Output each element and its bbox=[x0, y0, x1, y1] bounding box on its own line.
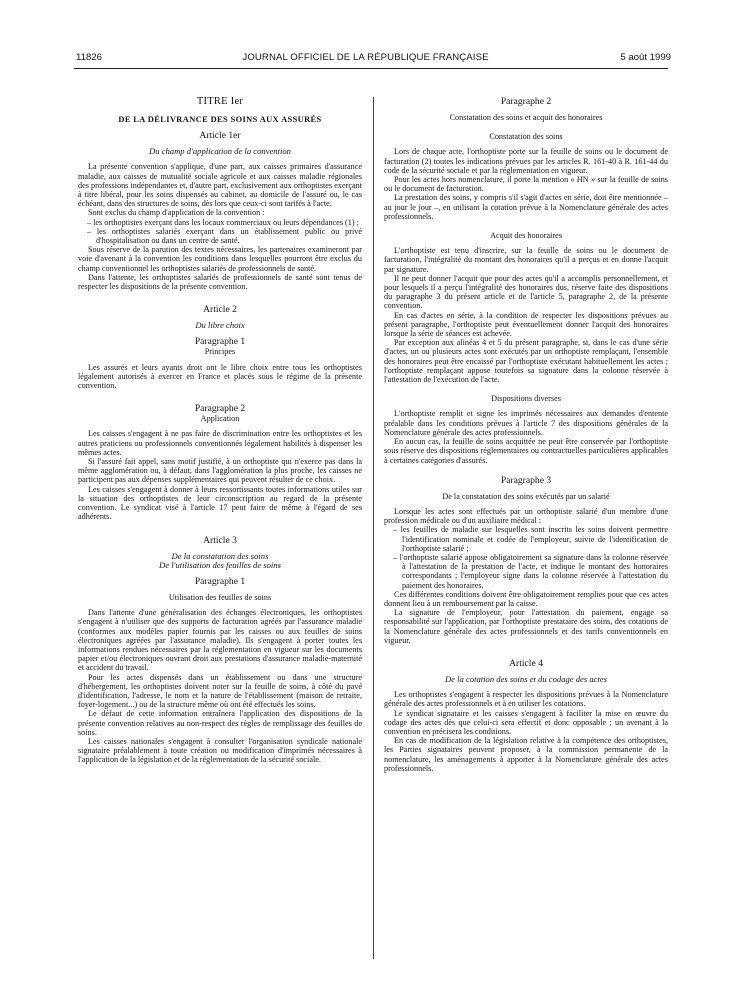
paragraph: Les caisses nationales s'engagent à consulter l'organisation syndicale nationale signataire préalablement à toute création ou modification d'imprimés nécessaires à l'application de la législation et de la réglementation de la sécurité sociale. bbox=[78, 736, 362, 765]
paragraph-title: Principes bbox=[204, 347, 236, 357]
paragraph: Par exception aux alinéas 4 et 5 du présent paragraphe, si, dans le cas d'une série d'actes, un ou plusieurs actes sont exécutés par un orthoptiste remplaçant, l'ensemble des honoraires peut être encaissé par l'orthoptiste exécutant habituellement les actes ; l'orthoptiste remplaçant appose toutefois sa signature dans la colonne réservée à l'attestation de l'exécution de l'acte. bbox=[384, 338, 668, 385]
paragraph-heading: Paragraphe 1 bbox=[194, 336, 246, 348]
publication-date: 5 août 1999 bbox=[620, 52, 671, 63]
paragraph: La présente convention s'applique, d'une part, aux caisses primaires d'assurance maladie, aux caisses de mutualité sociale agricole et aux caisses maladie régionales des professions indépendantes et, d'autre part, exclusivement aux orthoptistes exerçant à titre libéral, pour les soins dispensés au cabinet, au domicile de l'assuré ou, le cas échéant, dans des structures de soins, dès lors que ceux-ci sont tarifés à l'acte. bbox=[78, 162, 362, 209]
paragraph: La prestation des soins, y compris s'il s'agit d'actes en série, doit être mentionnée – au jour le jour –, en utilisant la cotation prévue à la Nomenclature générale des actes professionnels. bbox=[384, 193, 668, 221]
article-1-title: Du champ d'application de la convention bbox=[149, 146, 291, 157]
article-3-heading: Article 3 bbox=[203, 534, 237, 546]
article-1-heading: Article 1er bbox=[199, 130, 241, 142]
paragraph: En cas d'actes en série, à la condition de respecter les dispositions prévues au présent paragraphe, l'orthoptiste peut éventuellement donner l'acquit des honoraires lorsque la série de séances est achevée. bbox=[384, 310, 668, 339]
list-item: – les orthoptistes exerçant dans les locaux commerciaux ou leurs dépendances (1) ; bbox=[87, 217, 359, 227]
paragraph: Lors de chaque acte, l'orthoptiste porte sur la feuille de soins ou le document de facturation (2) toutes les indications prévues par les articles R. 161-40 à R. 161-44 du code de la sécurité sociale et par la réglementation en vigueur. bbox=[384, 147, 668, 175]
paragraph: Sous réserve de la parution des textes nécessaires, les partenaires examineront par voie d'avenant à la convention les conditions dans lesquelles pourront être exclus du champ conventionnel les orthoptistes salariés de professionnels de santé. bbox=[78, 245, 362, 273]
list-item: – les feuilles de maladie sur lesquelles sont inscrits les soins doivent permettre l'identification nominale et codée de l'employeur, suivie de l'identification de l'orthoptiste salarié ; bbox=[393, 525, 668, 553]
paragraph: Si l'assuré fait appel, sans motif justifié, à un orthoptiste qui n'exerce pas dans la même agglomération ou, à défaut, dans l'agglomération la plus proche, les caisses ne participent pas aux dépenses supplémentaires qui peuvent résulter de ce choix. bbox=[78, 457, 362, 485]
paragraph: Il ne peut donner l'acquit que pour des actes qu'il a accomplis personnellement, et pour lesquels il a perçu l'intégralité des honoraires dus, réserve faite des dispositions du paragraphe 3 du présent article et de l'article 5, paragraphe 2, de la présente convention. bbox=[384, 273, 668, 311]
article-3-subtitle: De l'utilisation des feuilles de soins bbox=[159, 559, 281, 570]
left-column bbox=[78, 96, 362, 765]
page-header bbox=[0, 52, 731, 66]
paragraph: L'orthoptiste remplit et signe les imprimés nécessaires aux demandes d'entente préalable dans les conditions prévues à l'article 7 des dispositions générales de la Nomenclature générale des actes professionnels. bbox=[384, 409, 668, 437]
paragraph: Les orthoptistes s'engagent à respecter les dispositions prévues à la Nomenclature générale des actes professionnels et à en utiliser les cotations. bbox=[384, 690, 668, 709]
paragraph: Le défaut de cette information entraînera l'application des dispositions de la présente convention relatives au non-respect des règles de remplissage des feuilles de soins. bbox=[78, 709, 362, 737]
paragraph: Sont exclus du champ d'application de la convention : bbox=[88, 208, 265, 218]
paragraph-heading: Paragraphe 3 bbox=[500, 474, 552, 486]
article-2-title: Du libre choix bbox=[195, 320, 245, 331]
paragraph-heading: Paragraphe 1 bbox=[194, 575, 246, 587]
paragraph: L'orthoptiste est tenu d'inscrire, sur la feuille de soins ou le document de facturation, l'intégralité du montant des honoraires qu'il a perçus et en donne l'acquit par signature. bbox=[384, 246, 668, 274]
paragraph: Pour les actes dispensés dans un établissement ou dans une structure d'hébergement, les orthoptistes doivent noter sur la feuille de soins, à côté du pavé d'identification, l'adresse, le nom et la nature de l'établissement (maison de retraite, foyer-logement...) ou de la structure même où ont été effectués les soins. bbox=[78, 672, 362, 710]
paragraph-title: De la constatation des soins exécutés par un salarié bbox=[442, 491, 610, 501]
paragraph: Lorsque les actes sont effectués par un orthoptiste salarié d'un membre d'une profession médicale ou d'un auxiliaire médical : bbox=[384, 506, 668, 526]
section-title: Dispositions diverses bbox=[491, 394, 561, 404]
titre-heading: TITRE Ier bbox=[196, 96, 244, 107]
list-item: – les orthoptistes salariés exerçant dans un établissement public ou privé d'hospitalisation ou dans un centre de santé. bbox=[87, 226, 362, 246]
journal-title: JOURNAL OFFICIEL DE LA RÉPUBLIQUE FRANÇAISE bbox=[242, 52, 489, 63]
paragraph: Dans l'attente, les orthoptistes salariés de professionnels de santé sont tenus de respecter les dispositions de la présente convention. bbox=[78, 272, 362, 292]
paragraph: La signature de l'employeur, pour l'attestation du paiement, engage sa responsabilité sur l'application, par l'orthoptiste prestataire des soins, des cotations de la Nomenclature générale des actes professionnels et des tarifs conventionnels en vigueur. bbox=[384, 608, 668, 645]
header-rule bbox=[74, 68, 668, 69]
paragraph: Pour les actes hors nomenclature, il porte la mention « HN » sur la feuille de soins ou le document de facturation. bbox=[384, 175, 668, 194]
paragraph: Les caisses s'engagent à donner à leurs ressortissants toutes informations utiles sur la situation des orthoptistes de leur circonscription au regard de la présente convention. Le syndicat visé à l'article 17 peut faire de même à l'égard de ses adhérents. bbox=[78, 484, 362, 522]
paragraph: Les caisses s'engagent à ne pas faire de discrimination entre les orthoptistes et les autres praticiens ou professionnels conventionnés légalement habilités à dispenser les mêmes actes. bbox=[78, 429, 362, 457]
paragraph-heading: Paragraphe 2 bbox=[194, 403, 246, 415]
paragraph-heading: Paragraphe 2 bbox=[500, 96, 552, 107]
article-2-heading: Article 2 bbox=[203, 304, 237, 316]
paragraph: Ces différentes conditions doivent être obligatoirement remplies pour que ces actes donnent lieu à un remboursement par la caisse. bbox=[384, 589, 668, 608]
article-4-title: De la cotation des soins et du codage des actes bbox=[444, 673, 608, 684]
section-title: Constatation des soins bbox=[489, 132, 563, 142]
list-item: – l'orthoptiste salarié appose obligatoirement sa signature dans la colonne réservée à l'attestation de la prestation de l'acte, et indique le montant des honoraires correspondants ; l'employeur signe dans la colonne réservée à l'attestation du paiement des honoraires. bbox=[393, 552, 668, 590]
section-title: Acquit des honoraires bbox=[490, 231, 562, 241]
titre-subheading: DE LA DÉLIVRANCE DES SOINS AUX ASSURÉS bbox=[118, 115, 322, 124]
paragraph-title: Constatation des soins et acquit des honoraires bbox=[449, 113, 603, 122]
right-column bbox=[384, 96, 668, 773]
paragraph-title: Utilisation des feuilles de soins bbox=[168, 592, 272, 602]
paragraph: En aucun cas, la feuille de soins acquittée ne peut être conservée par l'orthoptiste sous réserve des dispositions réglementaires ou contractuelles particulières applicables à certaines catégories d'assurés. bbox=[384, 437, 668, 465]
article-4-heading: Article 4 bbox=[509, 657, 543, 669]
paragraph: En cas de modification de la législation relative à la compétence des orthoptistes, les Parties signataires peuvent proposer, à la commission permanente de la nomenclature, les aménagements à apporter à la Nomenclature générale des actes professionnels. bbox=[384, 736, 668, 773]
paragraph: Le syndicat signataire et les caisses s'engagent à faciliter la mise en œuvre du codage des actes dès que celui-ci sera effectif et donc opposable ; un avenant à la convention en précisera les conditions. bbox=[384, 708, 668, 736]
page-number: 11826 bbox=[76, 52, 102, 63]
column-divider bbox=[373, 97, 374, 959]
paragraph: Les assurés et leurs ayants droit ont le libre choix entre tous les orthoptistes légalement autorisés à exercer en France et placés sous le régime de la présente convention. bbox=[78, 362, 362, 391]
paragraph-title: Application bbox=[200, 414, 240, 424]
article-3-title: De la constatation des soins bbox=[171, 550, 269, 561]
paragraph: Dans l'attente d'une généralisation des échanges électroniques, les orthoptistes s'engagent à n'utiliser que des supports de facturation agréés par l'assurance maladie (conformes aux modèles papier fournis par les caisses ou aux feuilles de soins électroniques agréées par l'assurance maladie). Ils s'engagent à porter toutes les informations rendues nécessaires par la réglementation en vigueur sur les documents papier et/ou électroniques ouvrant droit aux prestations d'assurance maladie-maternité et accident du travail. bbox=[78, 608, 362, 673]
